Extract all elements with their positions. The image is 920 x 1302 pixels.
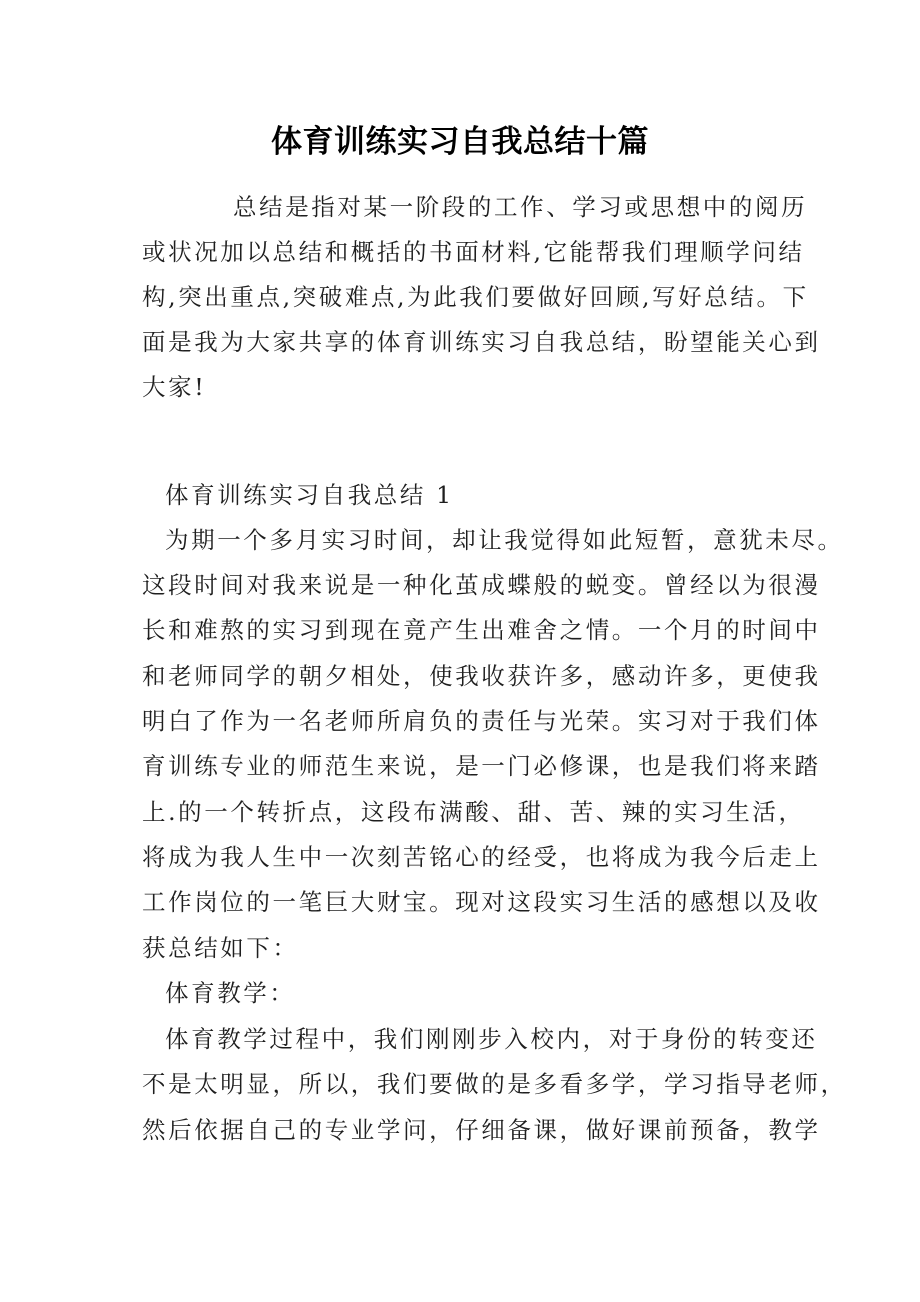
body-line: 和老师同学的朝夕相处，使我收获许多，感动许多，更使我 — [142, 662, 821, 690]
teaching-line: 体育教学过程中，我们刚刚步入校内，对于身份的转变还 — [165, 1025, 818, 1053]
intro-line: 总结是指对某一阶段的工作、学习或思想中的阅历 — [233, 193, 808, 221]
body-line: 长和难熬的实习到现在竟产生出难舍之情。一个月的时间中 — [142, 616, 821, 644]
intro-line: 构,突出重点,突破难点,为此我们要做好回顾,写好总结。下 — [142, 283, 809, 311]
body-line: 获总结如下： — [142, 934, 299, 962]
body-line: 工作岗位的一笔巨大财宝。现对这段实习生活的感想以及收 — [142, 888, 821, 916]
teaching-line: 然后依据自己的专业学问，仔细备课，做好课前预备，教学 — [142, 1116, 821, 1144]
body-line: 上.的一个转折点，这段布满酸、甜、苦、辣的实习生活， — [142, 798, 805, 826]
body-line: 为期一个多月实习时间，却让我觉得如此短暂，意犹未尽。 — [165, 526, 844, 554]
body-line: 明白了作为一名老师所肩负的责任与光荣。实习对于我们体 — [142, 707, 821, 735]
body-line: 育训练专业的师范生来说，是一门必修课，也是我们将来踏 — [142, 752, 821, 780]
subheading: 体育教学： — [165, 979, 296, 1007]
intro-line: 大家! — [142, 373, 207, 401]
section-heading: 体育训练实习自我总结 1 — [165, 481, 454, 509]
body-line: 将成为我人生中一次刻苦铭心的经受，也将成为我今后走上 — [142, 843, 821, 871]
document-title: 体育训练实习自我总结十篇 — [271, 124, 649, 160]
intro-line: 或状况加以总结和概括的书面材料,它能帮我们理顺学问结 — [142, 238, 805, 266]
body-line: 这段时间对我来说是一种化茧成蝶般的蜕变。曾经以为很漫 — [142, 571, 821, 599]
intro-line: 面是我为大家共享的体育训练实习自我总结，盼望能关心到 — [142, 328, 821, 356]
teaching-line: 不是太明显，所以，我们要做的是多看多学，学习指导老师， — [142, 1070, 847, 1098]
